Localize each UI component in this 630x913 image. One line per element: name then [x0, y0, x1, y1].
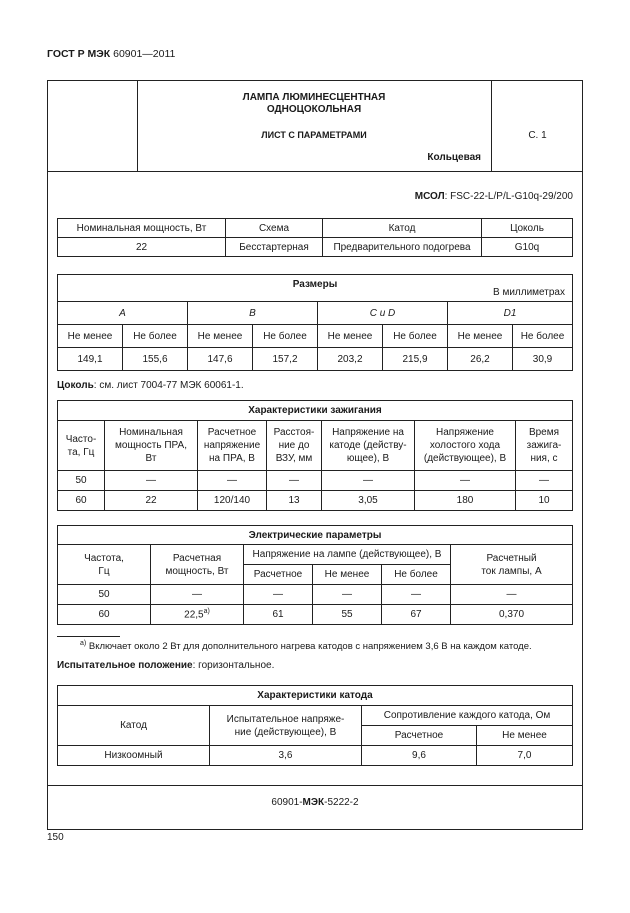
electrical-caption: Электрические параметры — [58, 526, 573, 545]
sheet-code-pre: 60901- — [271, 797, 303, 808]
col-header: Схема — [226, 219, 323, 238]
cathode-sub-header: Расчетное — [362, 726, 477, 746]
title-block-left-cell — [47, 80, 138, 171]
electrical-col-header: Расчетный ток лампы, А — [451, 545, 573, 585]
standard-number: 60901—2011 — [110, 48, 176, 60]
sheet-code-bold: МЭК — [302, 797, 325, 808]
table-cell: 55 — [313, 605, 382, 625]
test-position-label: Испытательное положение — [57, 660, 193, 671]
ignition-col-header: Расчетное напряжение на ПРА, В — [198, 421, 267, 471]
dimensions-units: В миллиметрах — [493, 287, 565, 298]
ignition-col-header: Время зажига- ния, с — [516, 421, 573, 471]
table-cell: 13 — [267, 491, 322, 511]
table-cell: — — [267, 471, 322, 491]
dim-group-b: B — [188, 302, 318, 325]
table-cell: — — [244, 585, 313, 605]
dim-value: 147,6 — [188, 348, 253, 371]
table-cell: 3,6 — [210, 746, 362, 766]
ignition-col-header: Номинальная мощность ПРА, Вт — [105, 421, 198, 471]
page-number: 150 — [47, 832, 64, 843]
footnote-mark: а) — [80, 640, 87, 647]
document-header — [47, 48, 175, 60]
table-cell: — — [322, 471, 415, 491]
footnote-text: Включает около 2 Вт для дополнительного нагрева катодов с напряжением 3,6 В на каждом катоде. — [88, 641, 532, 653]
table-cell: 3,05 — [322, 491, 415, 511]
msol-label: МСОЛ — [414, 191, 445, 202]
footnote — [80, 640, 532, 652]
table-cell: Предварительного подогрева — [323, 238, 482, 257]
lamp-title-line2: ОДНОЦОКОЛЬНАЯ — [266, 104, 362, 115]
dimensions-caption-cell — [58, 275, 573, 302]
ignition-col-header: Напряжение холостого хода (действующее), В — [415, 421, 516, 471]
general-table — [57, 218, 573, 257]
dim-sub-header: Не более — [383, 325, 448, 348]
cathode-sub-header: Не менее — [477, 726, 573, 746]
footer-divider — [47, 785, 583, 786]
table-cell: 180 — [415, 491, 516, 511]
dimensions-caption: Размеры — [292, 279, 338, 290]
table-cell: 10 — [516, 491, 573, 511]
table-cell: 50 — [58, 471, 105, 491]
ignition-caption: Характеристики зажигания — [58, 401, 573, 421]
cathode-col-header: Катод — [58, 706, 210, 746]
dimensions-table — [57, 274, 573, 371]
cathode-col-header: Сопротивление каждого катода, Ом — [362, 706, 573, 726]
col-header: Катод — [323, 219, 482, 238]
dim-value: 26,2 — [448, 348, 513, 371]
table-cell: 7,0 — [477, 746, 573, 766]
footnote-rule — [57, 636, 120, 637]
table-cell: — — [151, 585, 244, 605]
dim-sub-header: Не более — [513, 325, 573, 348]
electrical-col-header: Частота, Гц — [58, 545, 151, 585]
ignition-col-header: Часто- та, Гц — [58, 421, 105, 471]
col-header: Номинальная мощность, Вт — [58, 219, 226, 238]
dim-sub-header: Не более — [253, 325, 318, 348]
cathode-caption: Характеристики катода — [58, 686, 573, 706]
electrical-sub-header: Расчетное — [244, 565, 313, 585]
ignition-col-header: Напряжение на катоде (действу- ющее), В — [322, 421, 415, 471]
footnote-marker: а) — [203, 608, 210, 616]
lamp-title — [137, 92, 491, 116]
msol-value: : FSC-22-L/P/L-G10q-29/200 — [444, 191, 573, 202]
table-cell — [151, 605, 244, 625]
base-note — [57, 380, 244, 391]
base-note-label: Цоколь — [57, 380, 94, 391]
dim-value: 157,2 — [253, 348, 318, 371]
electrical-table — [57, 525, 573, 625]
lamp-shape: Кольцевая — [427, 152, 481, 163]
cathode-col-header: Испытательное напряже- ние (действующее), В — [210, 706, 362, 746]
table-cell: Бесстартерная — [226, 238, 323, 257]
dim-sub-header: Не более — [123, 325, 188, 348]
dim-group-a: A — [58, 302, 188, 325]
ignition-col-header: Расстоя- ние до ВЗУ, мм — [267, 421, 322, 471]
table-cell: 60 — [58, 491, 105, 511]
table-cell: 0,370 — [451, 605, 573, 625]
power-value: 22,5 — [184, 609, 204, 621]
table-cell: 120/140 — [198, 491, 267, 511]
test-position — [57, 660, 274, 671]
dim-value: 30,9 — [513, 348, 573, 371]
sheet-subtitle: ЛИСТ С ПАРАМЕТРАМИ — [261, 130, 367, 140]
standard-code: ГОСТ Р МЭК — [47, 48, 111, 60]
table-cell: — — [516, 471, 573, 491]
electrical-sub-header: Не менее — [313, 565, 382, 585]
table-cell: 67 — [382, 605, 451, 625]
table-cell: 50 — [58, 585, 151, 605]
dim-sub-header: Не менее — [58, 325, 123, 348]
electrical-col-header: Расчетная мощность, Вт — [151, 545, 244, 585]
cathode-table — [57, 685, 573, 766]
dim-value: 155,6 — [123, 348, 188, 371]
col-header: Цоколь — [482, 219, 573, 238]
table-cell: — — [451, 585, 573, 605]
table-cell: — — [313, 585, 382, 605]
base-note-text: : см. лист 7004-77 МЭК 60061-1. — [93, 380, 244, 391]
table-cell: 60 — [58, 605, 151, 625]
table-cell: Низкоомный — [58, 746, 210, 766]
ignition-table — [57, 400, 573, 511]
dim-sub-header: Не менее — [448, 325, 513, 348]
electrical-col-header: Напряжение на лампе (действующее), В — [244, 545, 451, 565]
title-block-page-cell — [491, 80, 583, 171]
dim-sub-header: Не менее — [188, 325, 253, 348]
table-cell: — — [415, 471, 516, 491]
dim-value: 215,9 — [383, 348, 448, 371]
dim-group-d1: D1 — [448, 302, 573, 325]
table-cell: 9,6 — [362, 746, 477, 766]
table-cell: 22 — [105, 491, 198, 511]
table-cell: — — [198, 471, 267, 491]
table-cell: 22 — [58, 238, 226, 257]
dim-value: 149,1 — [58, 348, 123, 371]
lamp-title-line1: ЛАМПА ЛЮМИНЕСЦЕНТНАЯ — [242, 92, 386, 103]
msol-designation — [415, 191, 573, 202]
table-cell: — — [105, 471, 198, 491]
table-cell: — — [382, 585, 451, 605]
electrical-sub-header: Не более — [382, 565, 451, 585]
dim-value: 203,2 — [318, 348, 383, 371]
sheet-code — [47, 797, 583, 808]
sheet-code-post: -5222-2 — [324, 797, 359, 808]
sheet-page: С. 1 — [528, 130, 547, 141]
test-position-text: : горизонтальное. — [192, 660, 275, 671]
title-block — [47, 80, 583, 172]
table-cell: G10q — [482, 238, 573, 257]
dim-sub-header: Не менее — [318, 325, 383, 348]
table-cell: 61 — [244, 605, 313, 625]
dim-group-cd: C и D — [318, 302, 448, 325]
